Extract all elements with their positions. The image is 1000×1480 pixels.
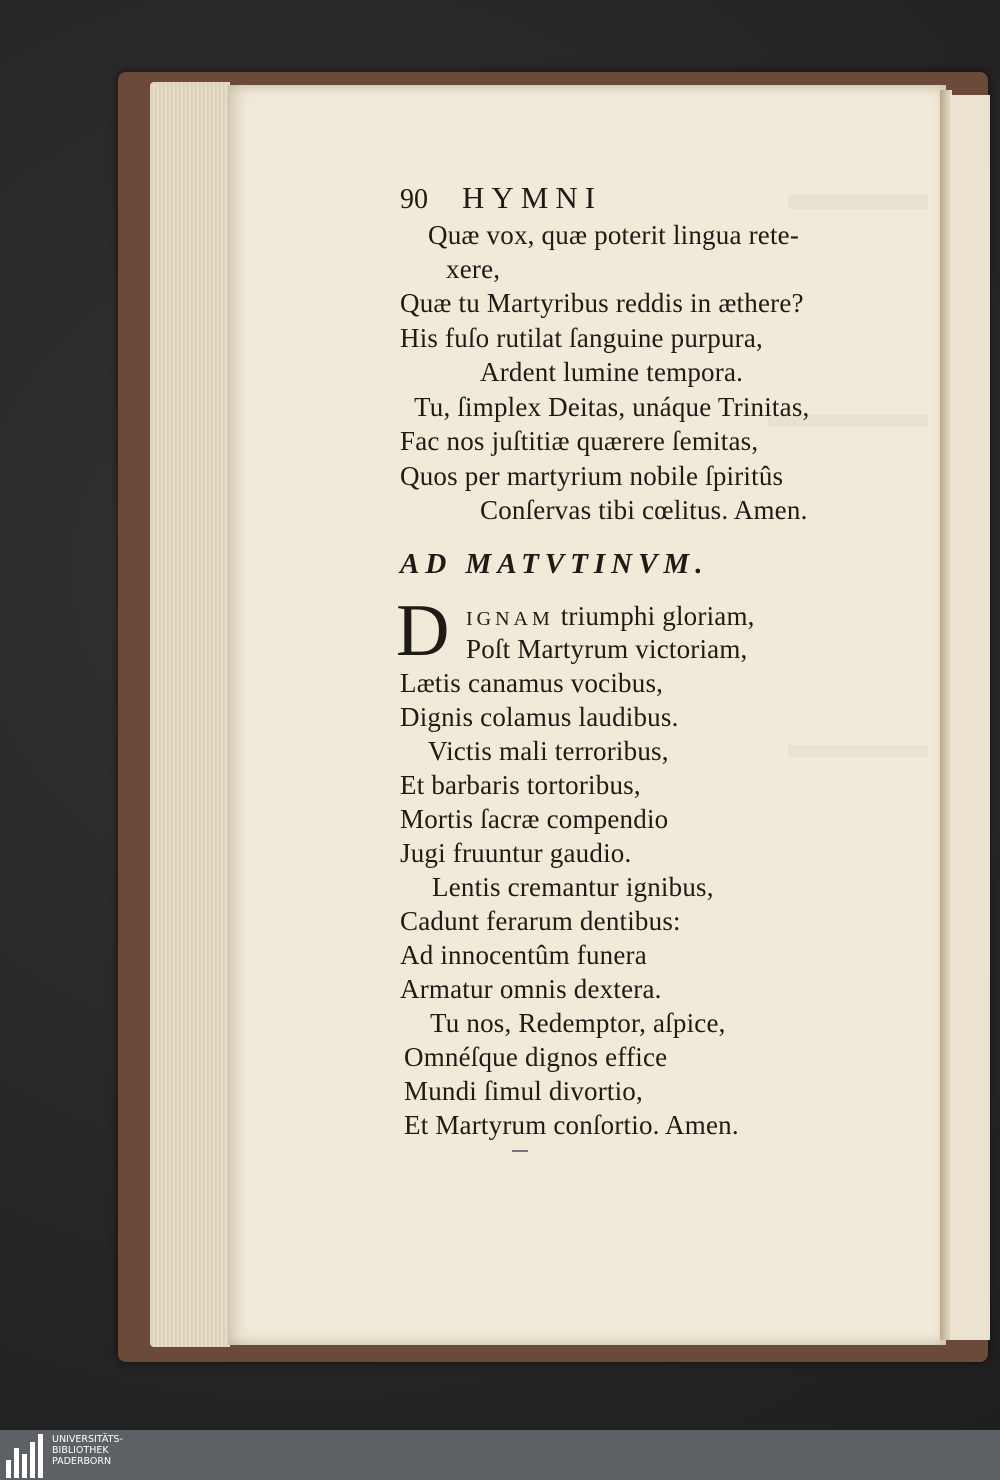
footer-bar bbox=[0, 1430, 1000, 1480]
stanza1-line-5: Ardent lumine tempora. bbox=[480, 357, 744, 387]
hymn-line: Mundi ſimul divortio, bbox=[404, 1076, 643, 1106]
stanza1-line-2: xere, bbox=[446, 254, 501, 284]
stanza1-line-4: His fuſo rutilat ſanguine purpura, bbox=[400, 323, 763, 353]
hymn-line: Victis mali terroribus, bbox=[428, 736, 669, 766]
hymn-line: Cadunt ferarum dentibus: bbox=[400, 906, 681, 936]
hymn-line: Ad innocentûm funera bbox=[400, 940, 647, 970]
page-end-mark bbox=[512, 1150, 528, 1152]
hymn-line: Omnéſque dignos effice bbox=[404, 1042, 668, 1072]
hymn-first-line bbox=[466, 601, 755, 632]
first-word-smallcaps: IGNAM bbox=[466, 608, 554, 630]
stanza1-line-1: Quæ vox, quæ poterit lingua rete- bbox=[428, 220, 800, 250]
hymn-line: Jugi fruuntur gaudio. bbox=[400, 838, 632, 868]
hymn-line: Tu nos, Redemptor, aſpice, bbox=[430, 1008, 726, 1038]
hymn-line: Armatur omnis dextera. bbox=[400, 974, 662, 1004]
stanza2-line-3: Quos per martyrium nobile ſpiritûs bbox=[400, 461, 784, 491]
stanza2-line-4: Conſervas tibi cœlitus. Amen. bbox=[480, 495, 808, 525]
hymn-line: Lentis cremantur ignibus, bbox=[432, 872, 714, 902]
library-logo-icon bbox=[6, 1434, 44, 1478]
section-heading: AD MATVTINVM. bbox=[400, 548, 709, 580]
library-logo-text: UNIVERSITÄTS- BIBLIOTHEK PADERBORN bbox=[52, 1434, 123, 1467]
hymn-line: Lætis canamus vocibus, bbox=[400, 668, 664, 698]
stanza2-line-2: Fac nos juſtitiæ quærere ſemitas, bbox=[400, 426, 759, 456]
hymn-line: Et barbaris tortoribus, bbox=[400, 770, 641, 800]
hymn-line: Poſt Martyrum victoriam, bbox=[466, 634, 748, 664]
hymn-line: Et Martyrum conſortio. Amen. bbox=[404, 1110, 739, 1140]
first-line-rest: triumphi gloriam, bbox=[560, 601, 755, 631]
stanza1-line-3: Quæ tu Martyribus reddis in æthere? bbox=[400, 288, 804, 318]
drop-cap: D bbox=[396, 590, 450, 672]
hymn-line: Mortis ſacræ compendio bbox=[400, 804, 669, 834]
hymn-line: Dignis colamus laudibus. bbox=[400, 702, 679, 732]
running-head: HYMNI bbox=[462, 180, 603, 215]
stanza2-line-1: Tu, ſimplex Deitas, unáque Trinitas, bbox=[414, 392, 810, 422]
page-number: 90 bbox=[400, 184, 428, 215]
